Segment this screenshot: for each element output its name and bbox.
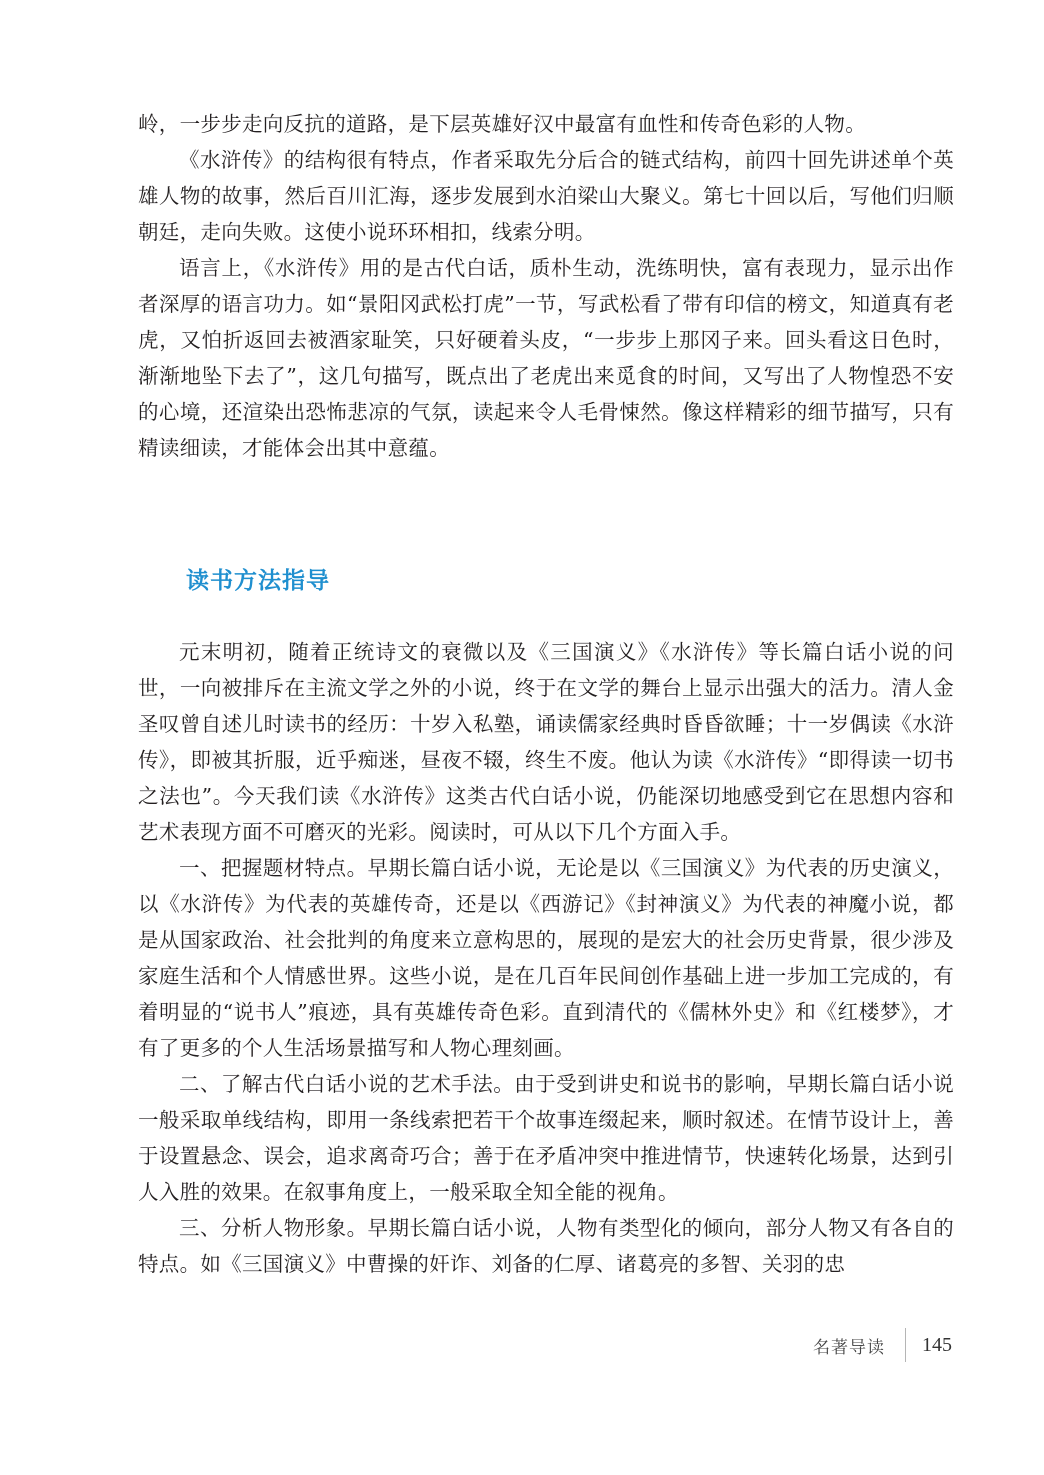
body-text-bottom <box>138 634 954 1282</box>
page-number: 145 <box>922 1333 952 1356</box>
paragraph-point-two: 二、了解古代白话小说的艺术手法。由于受到讲史和说书的影响，早期长篇白话小说一般采取单线结构，即用一条线索把若干个故事连缀起来，顺时叙述。在情节设计上，善于设置悬念、误会，追求离奇巧合；善于在矛盾冲突中推进情节，快速转化场景，达到引人入胜的效果。在叙事角度上，一般采取全知全能的视角。 <box>138 1072 954 1204</box>
body-text-top <box>138 106 954 466</box>
paragraph-structure: 《水浒传》的结构很有特点，作者采取先分后合的链式结构，前四十回先讲述单个英雄人物的故事，然后百川汇海，逐步发展到水泊梁山大聚义。第七十回以后，写他们归顺朝廷，走向失败。这使小说环环相扣，线索分明。 <box>138 148 954 244</box>
paragraph-intro: 元末明初，随着正统诗文的衰微以及《三国演义》《水浒传》等长篇白话小说的问世，一向被排斥在主流文学之外的小说，终于在文学的舞台上显示出强大的活力。清人金圣叹曾自述儿时读书的经历：十岁入私塾，诵读儒家经典时昏昏欲睡；十一岁偶读《水浒传》，即被其折服，近乎痴迷，昼夜不辍，终生不废。他认为读《水浒传》“即得读一切书之法也”。今天我们读《水浒传》这类古代白话小说，仍能深切地感受到它在思想内容和艺术表现方面不可磨灭的光彩。阅读时，可从以下几个方面入手。 <box>138 640 954 844</box>
page-footer <box>813 1326 952 1364</box>
paragraph-language: 语言上，《水浒传》用的是古代白话，质朴生动，洗练明快，富有表现力，显示出作者深厚的语言功力。如“景阳冈武松打虎”一节，写武松看了带有印信的榜文，知道真有老虎，又怕折返回去被酒家耻笑，只好硬着头皮，“一步步上那冈子来。回头看这日色时，渐渐地坠下去了”，这几句描写，既点出了老虎出来觅食的时间，又写出了人物惶恐不安的心境，还渲染出恐怖悲凉的气氛，读起来令人毛骨悚然。像这样精彩的细节描写，只有精读细读，才能体会出其中意蕴。 <box>138 256 954 460</box>
paragraph-continuation: 岭，一步步走向反抗的道路，是下层英雄好汉中最富有血性和传奇色彩的人物。 <box>138 112 866 136</box>
section-heading: 读书方法指导 <box>186 568 330 594</box>
footer-book-title: 名著导读 <box>813 1337 885 1358</box>
footer-divider <box>905 1328 906 1362</box>
paragraph-point-three: 三、分析人物形象。早期长篇白话小说，人物有类型化的倾向，部分人物又有各自的特点。如《三国演义》中曹操的奸诈、刘备的仁厚、诸葛亮的多智、关羽的忠 <box>138 1216 954 1276</box>
paragraph-point-one: 一、把握题材特点。早期长篇白话小说，无论是以《三国演义》为代表的历史演义，以《水浒传》为代表的英雄传奇，还是以《西游记》《封神演义》为代表的神魔小说，都是从国家政治、社会批判的角度来立意构思的，展现的是宏大的社会历史背景，很少涉及家庭生活和个人情感世界。这些小说，是在几百年民间创作基础上进一步加工完成的，有着明显的“说书人”痕迹，具有英雄传奇色彩。直到清代的《儒林外史》和《红楼梦》，才有了更多的个人生活场景描写和人物心理刻画。 <box>138 856 954 1060</box>
